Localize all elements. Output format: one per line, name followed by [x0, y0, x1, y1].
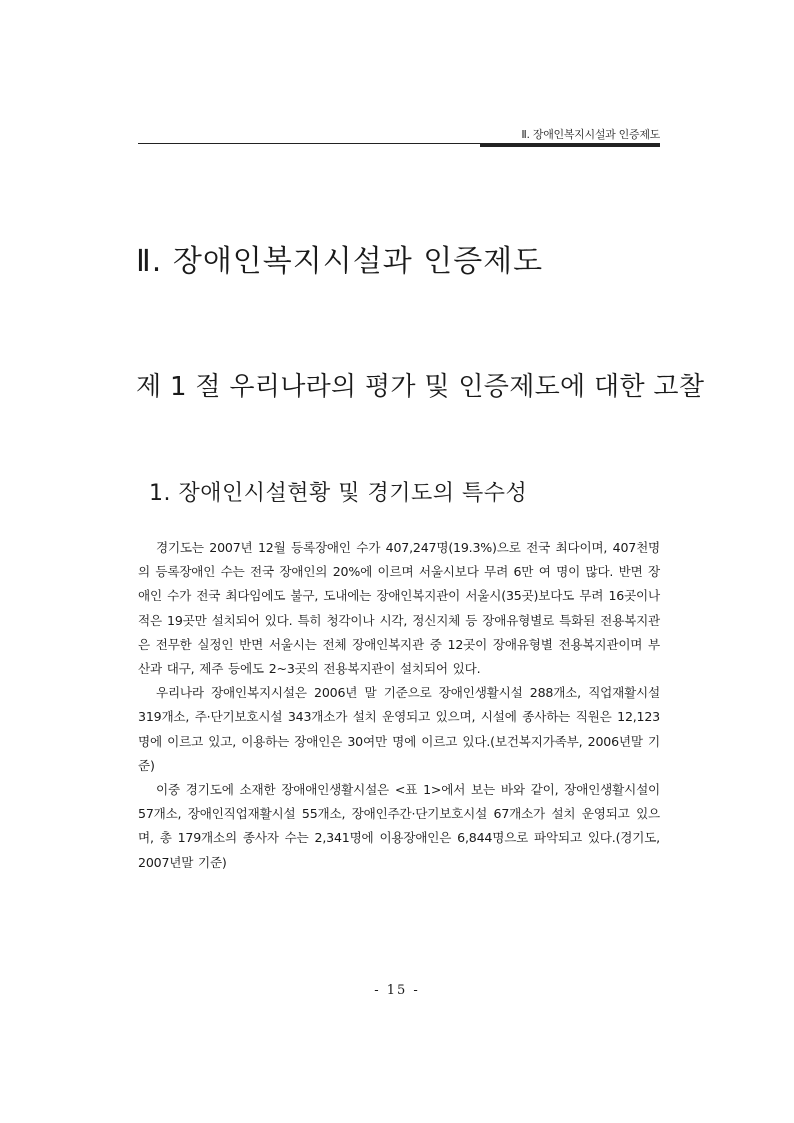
running-header: Ⅱ. 장애인복지시설과 인증제도: [521, 128, 660, 141]
subsection-title: 1. 장애인시설현황 및 경기도의 특수성: [149, 481, 528, 506]
header-rule-accent: [480, 143, 660, 147]
body-text: [138, 536, 660, 875]
paragraph: 우리나라 장애인복지시설은 2006년 말 기준으로 장애인생활시설 288개소, 직업재활시설 319개소, 주·단기보호시설 343개소가 설치 운영되고 있으며, 시설에 종사하는 직원은 12,123명에 이르고 있고, 이용하는 장애인은 30여만 명에 이르고 있다.(보건복지가족부, 2006년말 기준): [138, 685, 660, 773]
paragraph: 이중 경기도에 소재한 장애애인생활시설은 <표 1>에서 보는 바와 같이, 장애인생활시설이 57개소, 장애인직업재활시설 55개소, 장애인주간·단기보호시설 67개소가 설치 운영되고 있으며, 총 179개소의 종사자 수는 2,341명에 이용장애인은 6,844명으로 파악되고 있다.(경기도, 2007년말 기준): [138, 782, 660, 870]
paragraph: 경기도는 2007년 12월 등록장애인 수가 407,247명(19.3%)으로 전국 최다이며, 407천명의 등록장애인 수는 전국 장애인의 20%에 이르며 서울시보다 무려 6만 여 명이 많다. 반면 장애인 수가 전국 최다임에도 불구, 도내에는 장애인복지관이 서울시(35곳)보다도 무려 16곳이나 적은 19곳만 설치되어 있다. 특히 청각이나 시각, 정신지체 등 장애유형별로 특화된 전용복지관은 전무한 실정인 반면 서울시는 전체 장애인복지관 중 12곳이 장애유형별 전용복지관이며 부산과 대구, 제주 등에도 2~3곳의 전용복지관이 설치되어 있다.: [138, 540, 660, 677]
page-number: - 15 -: [374, 983, 420, 998]
chapter-title: Ⅱ. 장애인복지시설과 인증제도: [136, 244, 544, 279]
section-title: 제 1 절 우리나라의 평가 및 인증제도에 대한 고찰: [136, 372, 705, 402]
